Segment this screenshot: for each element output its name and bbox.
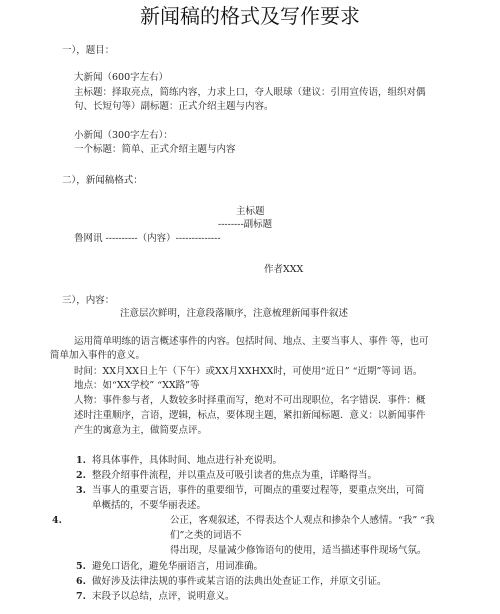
list-item-number: 7. bbox=[76, 591, 86, 602]
list-item-text: 将具体事件，具体时间、地点进行补充说明。 bbox=[92, 455, 283, 466]
list-item-text: 避免口语化，避免华丽语言，用词准确。 bbox=[92, 561, 264, 572]
content-para-line-1: 运用简单明练的语言概述事件的内容。包括时间、地点、主要当事人、事件 等，也可 bbox=[74, 336, 429, 347]
people-line-3: 产生的寓意为主，做简要点评。 bbox=[74, 425, 208, 436]
small-news-line: 一个标题：简单、正式介绍主题与内容 bbox=[74, 144, 236, 155]
large-news-line-2: 句、长短句等）副标题：正式介绍主题与内容。 bbox=[74, 101, 274, 112]
list-item-number: 6. bbox=[76, 576, 86, 587]
list-item-number: 4. bbox=[52, 515, 62, 526]
list-item-text: 做好涉及法律法规的事件或某言语的法典出处查证工作，并原文引证。 bbox=[92, 576, 387, 587]
list-item-text: 公正，客观叙述，不得表达个人观点和掺杂个人感情。“我” “我 bbox=[170, 515, 435, 526]
document-title: 新闻稿的格式及写作要求 bbox=[140, 4, 360, 28]
list-item-number: 3. bbox=[76, 485, 86, 496]
list-item-text: 得出现，尽量减少修饰语句的使用，适当描述事件现场气氛。 bbox=[170, 545, 427, 556]
list-item-number: 2. bbox=[76, 470, 86, 481]
section1-heading: 一），题目： bbox=[62, 45, 115, 56]
time-line: 时间：XX月XX日上午（下午）或XX月XXHXX时，可使用“近日” “近期”等词 语。 bbox=[74, 366, 423, 377]
small-news-label: 小新闻（300字左右）： bbox=[74, 130, 173, 141]
place-line: 地点：如“XX学校” “XX路”等 bbox=[74, 380, 200, 391]
list-item-text: 单概括的，不要华丽表述。 bbox=[92, 500, 207, 511]
list-item-text: 整段介绍事件流程，并以重点及可吸引读者的焦点为重，详略得当。 bbox=[92, 470, 378, 481]
large-news-line-1: 主标题：择取亮点，简练内容，力求上口，夺人眼球（建议：引用宣传语，组织对偶 bbox=[74, 87, 426, 98]
list-item-number: 5. bbox=[76, 561, 86, 572]
content-note: 注意层次鲜明，注意段落顺序，注意梳理新闻事件叙述 bbox=[120, 308, 349, 319]
content-para-line-2: 简单加入事件的意义。 bbox=[50, 350, 146, 361]
format-main-title: 主标题 bbox=[236, 206, 265, 217]
large-news-label: 大新闻（600字左右） bbox=[74, 72, 169, 83]
section2-heading: 二），新闻稿格式： bbox=[62, 175, 143, 186]
format-author: 作者XXX bbox=[264, 264, 304, 275]
list-item-text: 当事人的重要言语，事件的重要细节，可圈点的重要过程等，要重点突出，可简 bbox=[92, 485, 425, 496]
format-sub-title: --------副标题 bbox=[218, 219, 273, 230]
list-item-text: 们”之类的词语不 bbox=[170, 530, 242, 541]
section3-heading: 三），内容： bbox=[62, 295, 115, 306]
format-source-line: 鲁网讯 ----------（内容）-------------- bbox=[74, 233, 221, 244]
people-line-2: 述时注重顺序，言语，逻辑，标点，要体现主题，紧扣新闻标题．意义：以新闻事件 bbox=[74, 410, 426, 421]
list-item-text: 末段予以总结，点评，说明意义。 bbox=[92, 591, 235, 602]
list-item-number: 1. bbox=[76, 455, 86, 466]
people-line-1: 人物：事件参与者，人数较多时择重而写，绝对不可出现职位，名字错误．事件：概 bbox=[74, 395, 426, 406]
